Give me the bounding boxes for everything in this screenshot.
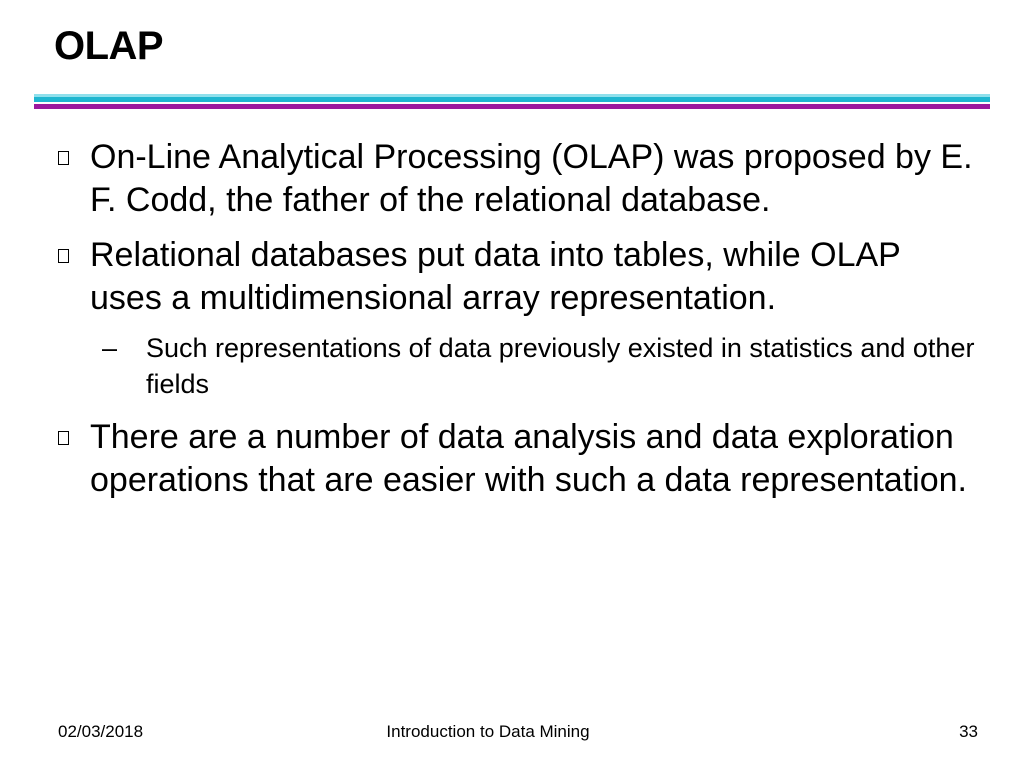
sub-bullet-item (58, 330, 978, 402)
hollow-square-bullet-icon (58, 431, 69, 445)
hollow-square-bullet-icon (58, 249, 69, 263)
slide-title: OLAP (54, 24, 164, 68)
page-number: 33 (959, 722, 978, 741)
dash-marker: – (102, 333, 118, 363)
bullet-text: There are a number of data analysis and data exploration operations that are easier with such a data representation. (90, 418, 967, 499)
bullet-text: Relational databases put data into tables, while OLAP uses a multidimensional array representation. (90, 236, 901, 317)
bullet-text: On-Line Analytical Processing (OLAP) was proposed by E. F. Codd, the father of the relational database. (90, 138, 973, 219)
sub-bullet-text: Such representations of data previously existed in statistics and other fields (146, 333, 975, 399)
title-rule-cyan (34, 97, 990, 102)
bullet-item (58, 416, 978, 502)
title-rule-purple (34, 104, 990, 109)
hollow-square-bullet-icon (58, 151, 69, 165)
footer-date: 02/03/2018 (58, 722, 144, 741)
bullet-item (58, 136, 978, 222)
bullet-item (58, 234, 978, 320)
slide-body (58, 136, 978, 514)
footer-title: Introduction to Data Mining (386, 722, 590, 741)
